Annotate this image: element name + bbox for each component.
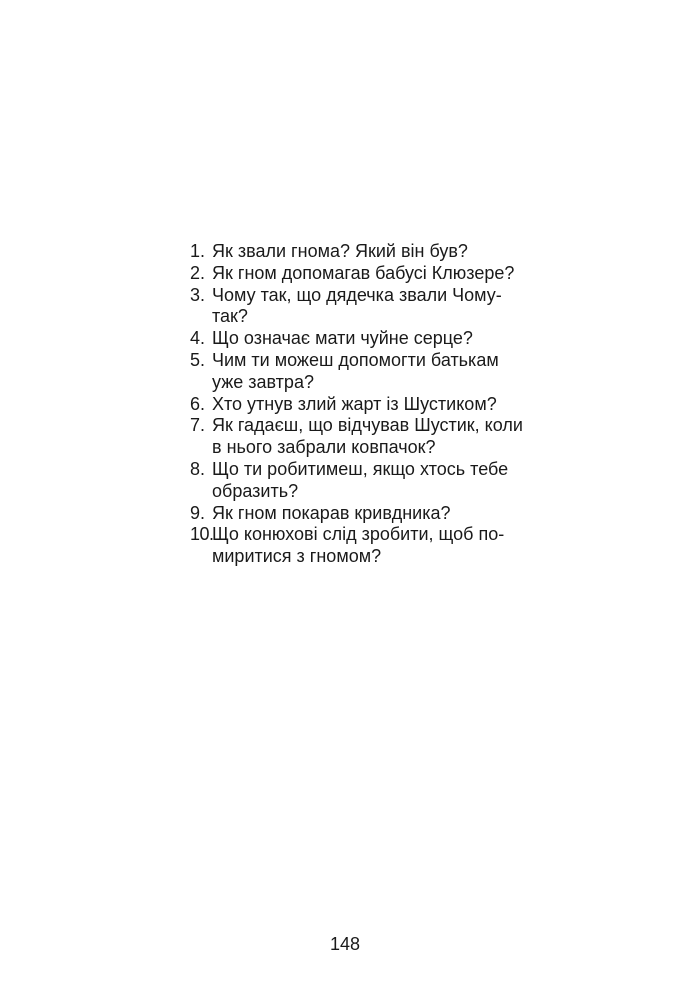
question-text: Як звали гнома? Який він був?: [212, 241, 468, 261]
question-item-4: [190, 328, 530, 350]
question-item-9: [190, 503, 530, 525]
question-text: Хто утнув злий жарт із Шустиком?: [212, 393, 497, 414]
question-text: Як гном покарав кривдника?: [212, 502, 451, 523]
question-number: 6.: [190, 393, 206, 414]
question-item-10: [190, 524, 530, 568]
question-item-6: [190, 394, 530, 416]
question-number: 8.: [190, 458, 206, 479]
question-text: Як гном допомагав бабусі Клюзере?: [212, 262, 515, 283]
question-number: 3.: [190, 284, 206, 305]
question-item-1: [190, 241, 530, 263]
question-number: 9.: [190, 502, 206, 523]
question-number: 4.: [190, 328, 206, 349]
question-text: Як гадаєш, що відчував Шустик, коли в нього забрали ковпачок?: [212, 415, 523, 458]
question-text: Що означає мати чуйне серце?: [212, 328, 473, 349]
question-list: [190, 241, 530, 568]
question-number: 10.: [190, 524, 214, 545]
question-text: Що ти робитимеш, якщо хтось тебе образить?: [212, 458, 509, 501]
page-number: 148: [329, 934, 361, 954]
question-number: 1.: [190, 241, 206, 261]
question-item-5: [190, 350, 530, 394]
question-text: Чому так, що дядечка звали Чому- так?: [212, 284, 502, 327]
question-item-3: [190, 285, 530, 329]
question-item-2: [190, 263, 530, 285]
question-text: Чим ти можеш допомогти батькам уже завтра?: [212, 349, 499, 392]
question-item-7: [190, 415, 530, 459]
question-number: 5.: [190, 349, 206, 370]
question-item-8: [190, 459, 530, 503]
question-number: 7.: [190, 415, 206, 436]
question-number: 2.: [190, 262, 206, 283]
question-text: Що конюхові слід зробити, щоб по- миритися з гномом?: [212, 524, 505, 567]
